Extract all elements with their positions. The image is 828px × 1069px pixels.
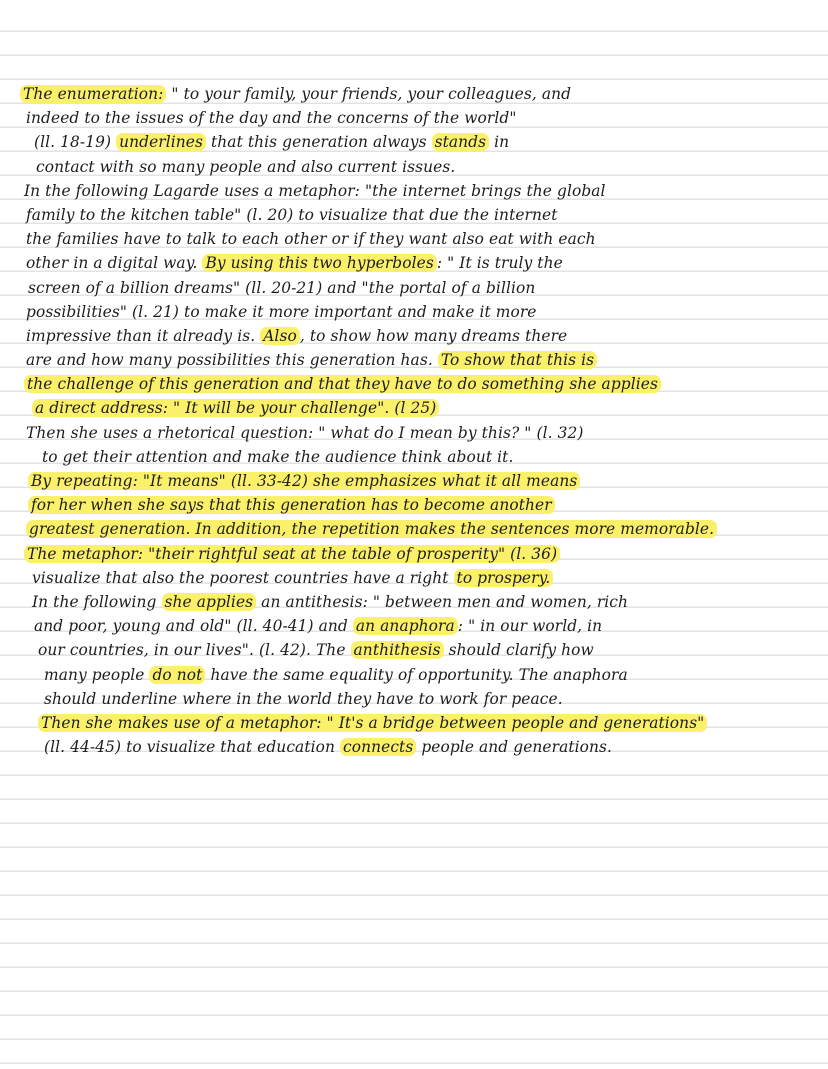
text-line bbox=[20, 663, 810, 687]
text-line bbox=[20, 711, 810, 735]
text-line bbox=[20, 348, 810, 372]
highlighted-phrase: for her when she says that this generation has to become another bbox=[28, 496, 555, 514]
text-line bbox=[20, 82, 810, 106]
highlighted-phrase: greatest generation. In addition, the repetition makes the sentences more memorable. bbox=[26, 520, 717, 538]
highlighted-phrase: By using this two hyperboles bbox=[202, 254, 436, 272]
text-segment: an antithesis: " between men and women, rich bbox=[256, 592, 629, 611]
text-segment: to get their attention and make the audience think about it. bbox=[42, 447, 514, 466]
text-segment: possibilities" (l. 21) to make it more important and make it more bbox=[26, 302, 537, 321]
highlighted-phrase: stands bbox=[432, 133, 490, 151]
text-segment: have the same equality of opportunity. The anaphora bbox=[205, 665, 628, 684]
text-segment: that this generation always bbox=[206, 133, 432, 152]
text-segment: (ll. 18-19) bbox=[34, 133, 117, 152]
highlighted-phrase: Also bbox=[260, 327, 300, 345]
highlighted-phrase: The metaphor: "their rightful seat at the table of prosperity" (l. 36) bbox=[24, 545, 560, 563]
text-line bbox=[20, 445, 810, 469]
text-segment: our countries, in our lives". (l. 42). The bbox=[38, 641, 351, 660]
text-segment: the families have to talk to each other or if they want also eat with each bbox=[26, 230, 596, 249]
text-line bbox=[20, 590, 810, 614]
highlighted-phrase: By repeating: "It means" (ll. 33-42) she emphasizes what it all means bbox=[28, 472, 580, 490]
text-line bbox=[20, 324, 810, 348]
text-segment: people and generations. bbox=[416, 738, 613, 757]
text-line bbox=[20, 106, 810, 130]
text-line bbox=[20, 227, 810, 251]
text-line bbox=[20, 372, 810, 396]
text-segment: , to show how many dreams there bbox=[299, 326, 568, 345]
text-segment: other in a digital way. bbox=[26, 254, 203, 273]
text-segment: screen of a billion dreams" (ll. 20-21) and "the portal of a billion bbox=[28, 278, 536, 297]
text-segment: and poor, young and old" (ll. 40-41) and bbox=[34, 617, 353, 636]
text-line bbox=[20, 203, 810, 227]
text-line bbox=[20, 396, 810, 420]
highlighted-phrase: Then she makes use of a metaphor: " It's a bridge between people and generations" bbox=[38, 714, 707, 732]
text-segment: are and how many possibilities this generation has. bbox=[26, 351, 438, 370]
handwritten-text-block bbox=[20, 82, 810, 759]
text-line bbox=[20, 614, 810, 638]
text-line bbox=[20, 155, 810, 179]
text-segment: visualize that also the poorest countries have a right bbox=[32, 568, 454, 587]
text-line bbox=[20, 735, 810, 759]
highlighted-phrase: anthithesis bbox=[351, 641, 444, 659]
highlighted-phrase: the challenge of this generation and that they have to do something she applies bbox=[24, 375, 661, 393]
highlighted-phrase: do not bbox=[149, 666, 205, 684]
text-line bbox=[20, 276, 810, 300]
text-segment: indeed to the issues of the day and the concerns of the world" bbox=[26, 109, 517, 128]
highlighted-phrase: The enumeration: bbox=[20, 85, 166, 103]
text-line bbox=[20, 542, 810, 566]
text-segment: contact with so many people and also current issues. bbox=[36, 157, 456, 176]
text-segment: (ll. 44-45) to visualize that education bbox=[44, 738, 340, 757]
highlighted-phrase: underlines bbox=[116, 133, 206, 151]
highlighted-phrase: a direct address: " It will be your challenge". (l 25) bbox=[32, 399, 439, 417]
highlighted-phrase: To show that this is bbox=[438, 351, 597, 369]
text-line bbox=[20, 251, 810, 275]
text-segment: should underline where in the world they have to work for peace. bbox=[44, 689, 563, 708]
text-line bbox=[20, 421, 810, 445]
highlighted-phrase: she applies bbox=[162, 593, 257, 611]
text-line bbox=[20, 566, 810, 590]
text-segment: should clarify how bbox=[443, 641, 594, 660]
text-segment: : " in our world, in bbox=[457, 617, 603, 636]
text-segment: in bbox=[489, 133, 510, 152]
highlighted-phrase: an anaphora bbox=[353, 617, 458, 635]
text-line bbox=[20, 517, 810, 541]
text-line bbox=[20, 493, 810, 517]
text-line bbox=[20, 130, 810, 154]
text-line bbox=[20, 687, 810, 711]
text-segment: : " It is truly the bbox=[436, 254, 563, 273]
text-segment: impressive than it already is. bbox=[26, 326, 261, 345]
text-segment: In the following Lagarde uses a metaphor: "the internet brings the global bbox=[24, 181, 606, 200]
text-line bbox=[20, 300, 810, 324]
text-segment: family to the kitchen table" (l. 20) to visualize that due the internet bbox=[26, 205, 558, 224]
text-line bbox=[20, 179, 810, 203]
text-segment: Then she uses a rhetorical question: " what do I mean by this? " (l. 32) bbox=[26, 423, 584, 442]
highlighted-phrase: to prospery. bbox=[454, 569, 554, 587]
text-segment: " to your family, your friends, your colleagues, and bbox=[166, 85, 572, 103]
highlighted-phrase: connects bbox=[340, 738, 416, 756]
text-segment: many people bbox=[44, 665, 150, 684]
text-line bbox=[20, 638, 810, 662]
text-segment: In the following bbox=[32, 592, 162, 611]
text-line bbox=[20, 469, 810, 493]
